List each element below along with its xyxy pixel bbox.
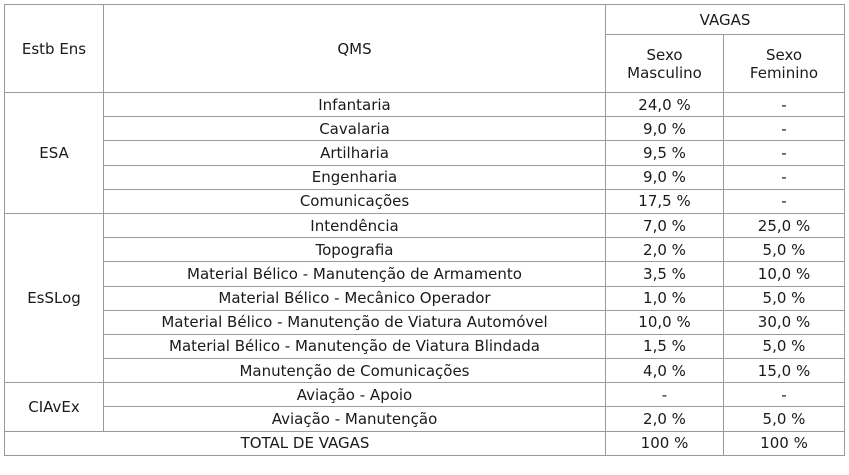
vagas-feminino-cell: 5,0 % [724,238,845,262]
total-feminino: 100 % [724,431,845,455]
vagas-masculino-cell: 7,0 % [606,213,724,237]
estb-ens-cell: CIAvEx [5,383,104,431]
table-row [5,407,845,431]
table-row [5,310,845,334]
vagas-feminino-cell: 30,0 % [724,310,845,334]
vagas-feminino-cell: - [724,141,845,165]
table-row [5,165,845,189]
qms-cell: Aviação - Apoio [104,383,606,407]
estb-ens-cell: EsSLog [5,213,104,382]
vagas-masculino-cell: 1,5 % [606,334,724,358]
vagas-feminino-cell: 10,0 % [724,262,845,286]
qms-cell: Artilharia [104,141,606,165]
vagas-masculino-cell: - [606,383,724,407]
table-row [5,213,845,237]
vagas-table [4,4,845,456]
total-row [5,431,845,455]
vagas-feminino-cell: 25,0 % [724,213,845,237]
vagas-masculino-cell: 3,5 % [606,262,724,286]
qms-cell: Material Bélico - Mecânico Operador [104,286,606,310]
qms-cell: Topografia [104,238,606,262]
qms-cell: Infantaria [104,93,606,117]
table-row [5,383,845,407]
vagas-feminino-cell: 5,0 % [724,334,845,358]
total-label: TOTAL DE VAGAS [5,431,606,455]
vagas-feminino-cell: - [724,93,845,117]
qms-cell: Material Bélico - Manutenção de Viatura Automóvel [104,310,606,334]
qms-cell: Cavalaria [104,117,606,141]
vagas-masculino-cell: 17,5 % [606,189,724,213]
qms-cell: Comunicações [104,189,606,213]
vagas-masculino-cell: 4,0 % [606,359,724,383]
qms-cell: Engenharia [104,165,606,189]
table-row [5,93,845,117]
header-fem-line2: Feminino [749,63,819,82]
vagas-feminino-cell: 5,0 % [724,286,845,310]
table-row [5,286,845,310]
header-row-top [5,5,845,35]
vagas-masculino-cell: 24,0 % [606,93,724,117]
vagas-masculino-cell: 10,0 % [606,310,724,334]
qms-cell: Intendência [104,213,606,237]
qms-cell: Material Bélico - Manutenção de Viatura Blindada [104,334,606,358]
header-estb-ens: Estb Ens [5,5,104,93]
table-row [5,117,845,141]
header-qms: QMS [104,5,606,93]
qms-cell: Aviação - Manutenção [104,407,606,431]
header-masc-line1: Sexo [646,45,683,64]
qms-cell: Manutenção de Comunicações [104,359,606,383]
vagas-feminino-cell: 15,0 % [724,359,845,383]
vagas-feminino-cell: - [724,117,845,141]
header-masc-line2: Masculino [627,63,702,82]
table-body [5,5,845,456]
header-vagas: VAGAS [606,5,845,35]
header-sexo-feminino [724,35,845,93]
vagas-masculino-cell: 2,0 % [606,407,724,431]
vagas-masculino-cell: 9,5 % [606,141,724,165]
vagas-feminino-cell: 5,0 % [724,407,845,431]
vagas-feminino-cell: - [724,189,845,213]
vagas-masculino-cell: 9,0 % [606,117,724,141]
header-sexo-masculino [606,35,724,93]
vagas-masculino-cell: 2,0 % [606,238,724,262]
vagas-masculino-cell: 9,0 % [606,165,724,189]
vagas-feminino-cell: - [724,383,845,407]
header-fem-line1: Sexo [765,45,803,64]
table-row [5,141,845,165]
estb-ens-cell: ESA [5,93,104,214]
qms-cell: Material Bélico - Manutenção de Armamento [104,262,606,286]
table-row [5,359,845,383]
table-row [5,262,845,286]
total-masculino: 100 % [606,431,724,455]
table-row [5,238,845,262]
vagas-feminino-cell: - [724,165,845,189]
vagas-masculino-cell: 1,0 % [606,286,724,310]
table-row [5,334,845,358]
table-row [5,189,845,213]
